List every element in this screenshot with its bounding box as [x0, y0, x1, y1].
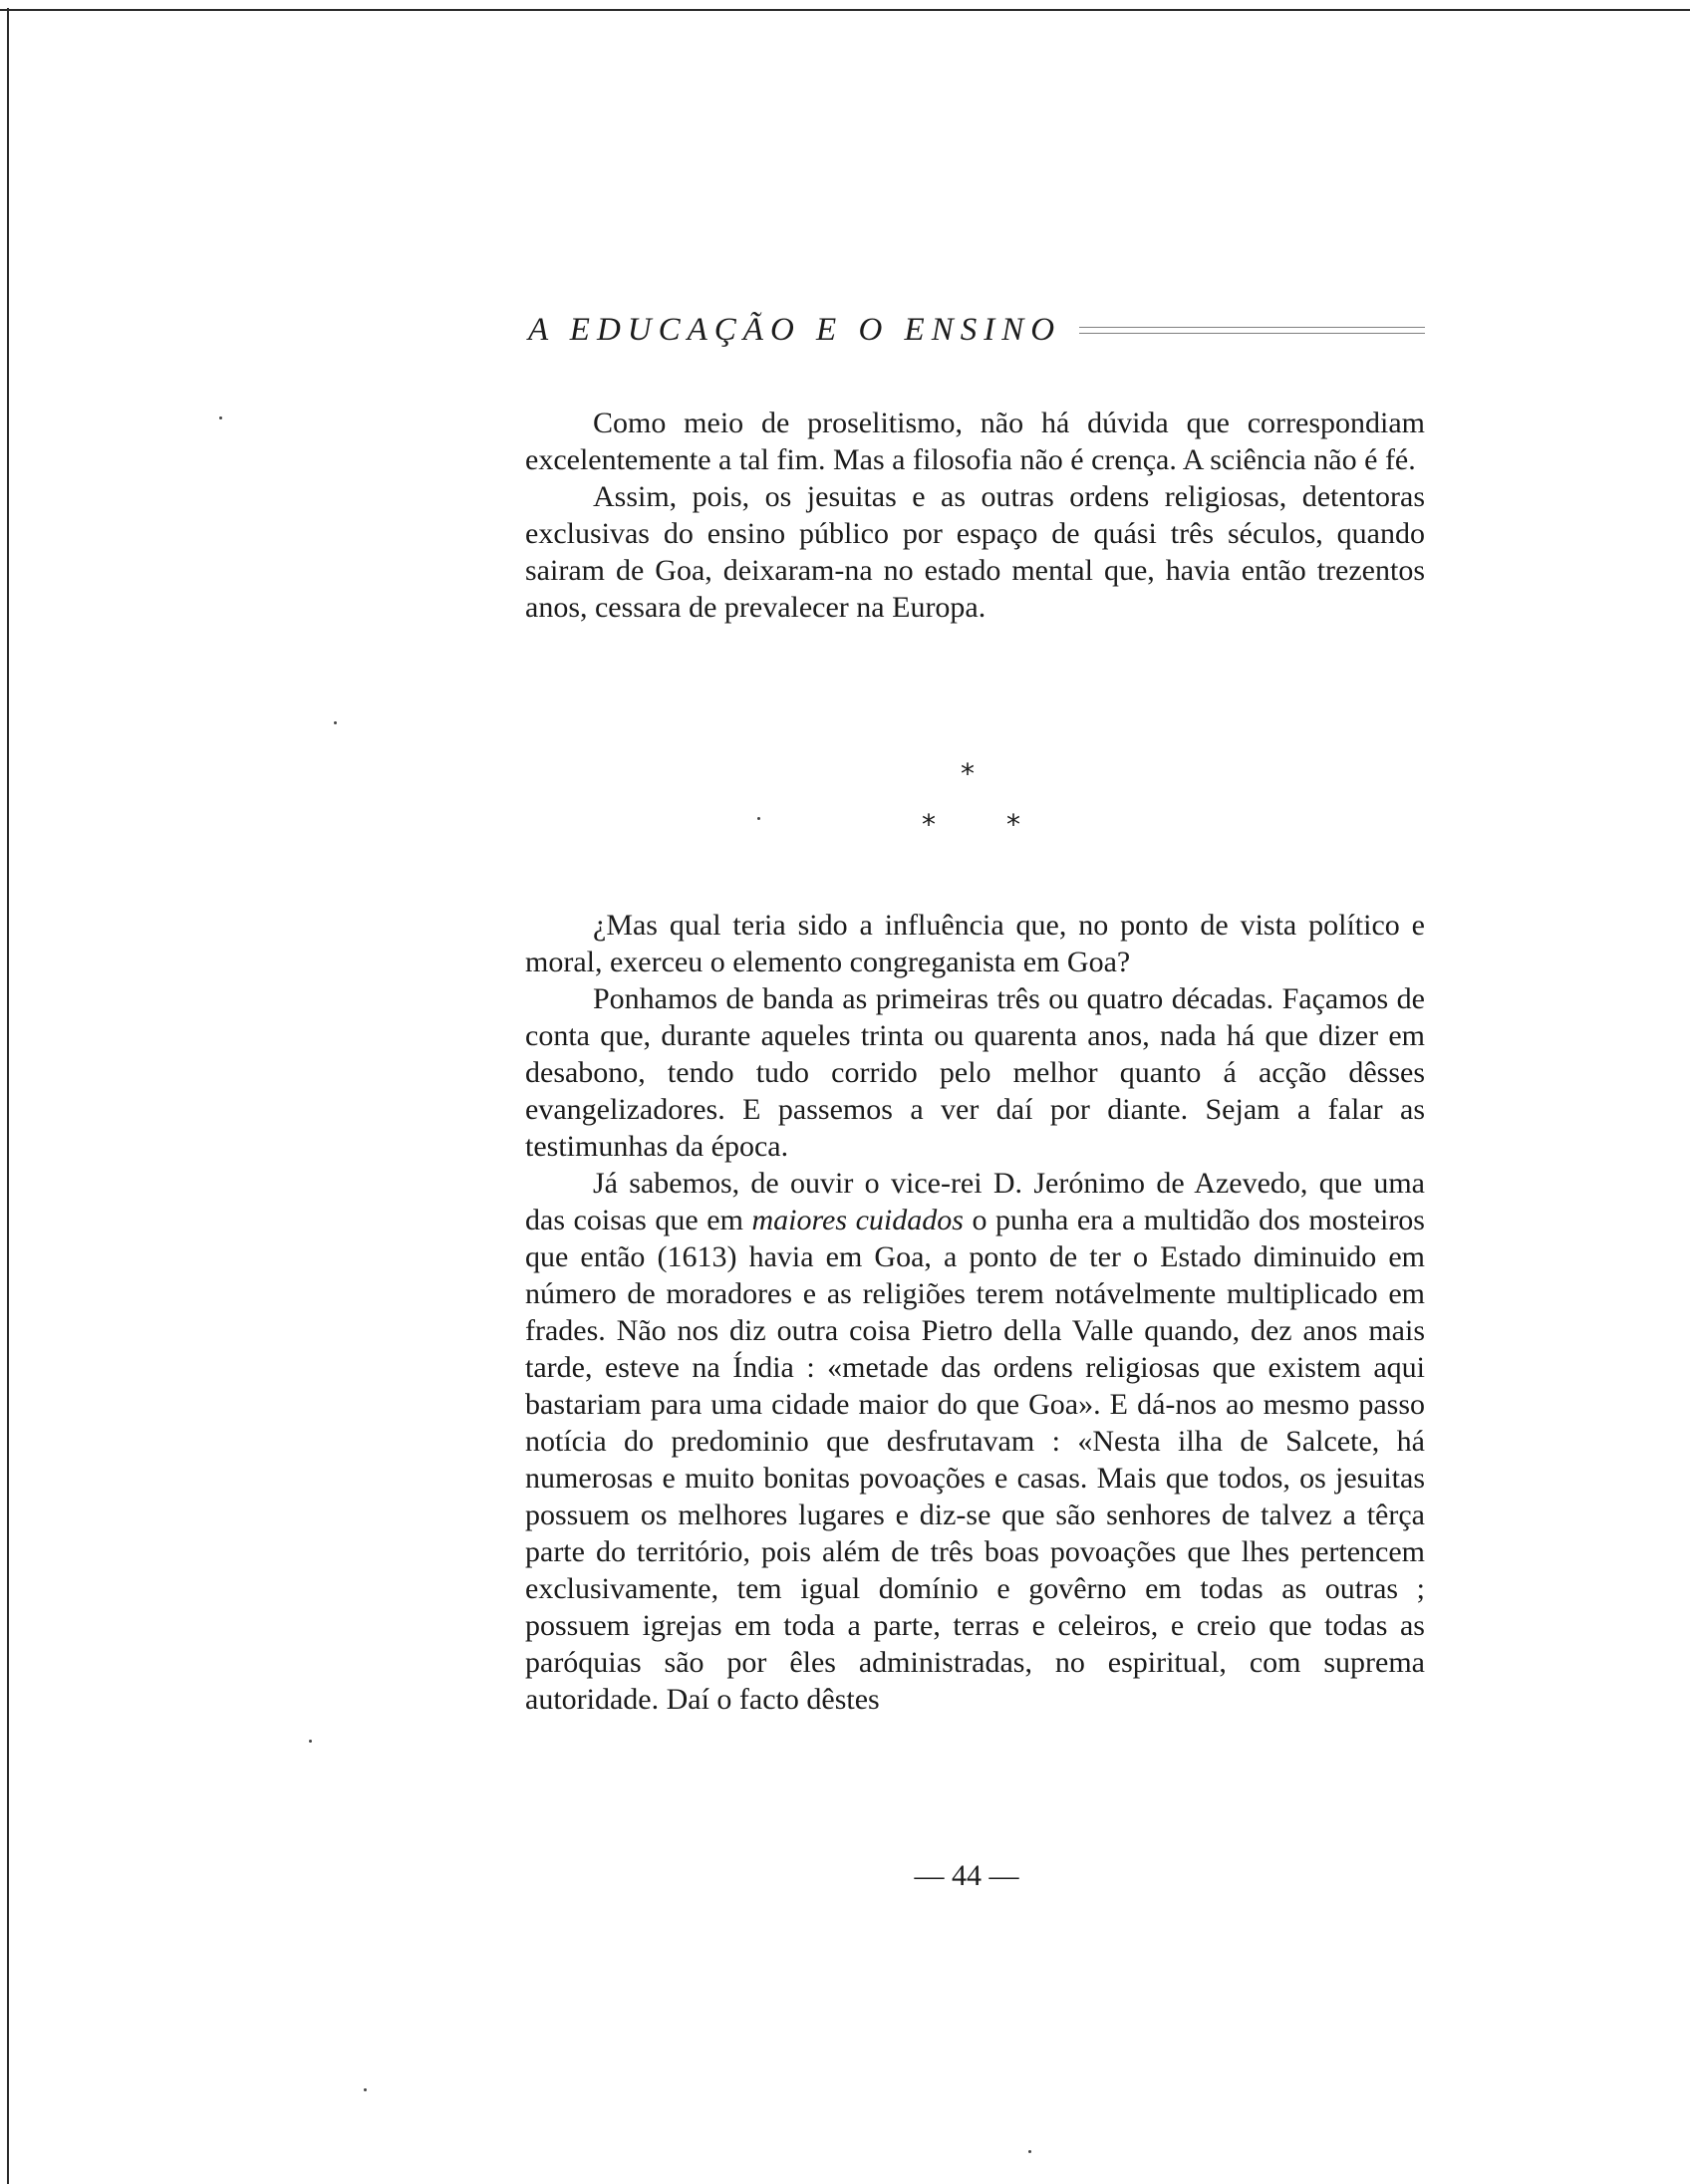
paragraph-text: o punha era a multidão dos mosteiros que então (1613) havia em Goa, a ponto de ter o Estado diminuido em número de moradores e as religiões terem notávelmente multiplicado em frades. Não nos diz outra coisa Pietro della Valle quando, dez anos mais tarde, esteve na Índia : «metade das ordens religiosas que existem aqui bastariam para uma cidade maior do que Goa». E dá-nos ao mesmo passo notícia do predominio que desfrutavam : «Nesta ilha de Salcete, há numerosas e muito bonitas povoações e casas. Mais que todos, os jesuitas possuem os melhores lugares e diz-se que são senhores de talvez a têrça parte do território, pois além de três boas povoações que lhes pertencem exclusivamente, tem igual domínio e govêrno em todas as outras ; possuem igrejas em toda a parte, terras e celeiros, e creio que todas as paróquias são por êles administradas, no espiritual, com suprema autoridade. Daí o facto dêstes: [525, 1204, 1425, 1716]
scan-speck: [334, 721, 337, 724]
paragraph: [525, 1165, 1425, 1718]
scan-speck: [219, 416, 222, 419]
paragraph: Ponhamos de banda as primeiras três ou quatro décadas. Façamos de conta que, durante aqueles trinta ou quarenta anos, nada há que dizer em desabono, tendo tudo corrido pelo melhor quanto á acção dêsses evangelizadores. E passemos a ver daí por diante. Sejam a falar as testimunhas da época.: [525, 982, 1425, 1163]
asterism-star: *: [961, 757, 975, 790]
paragraph: Como meio de proselitismo, não há dúvida que correspondiam excelentemente a tal fim. Mas a filosofia não é crença. A sciência não é fé.: [525, 407, 1425, 476]
scan-speck: [309, 1740, 312, 1743]
emphasis-text: maiores cuidados: [751, 1204, 964, 1236]
running-head-rule: [1079, 327, 1425, 334]
text-block-top: [525, 405, 1425, 626]
page-frame-top: [0, 0, 1690, 11]
asterism-star: *: [1006, 808, 1020, 841]
scan-speck: [757, 817, 760, 820]
paragraph-text: Já sabemos, de ouvir o vice-rei D. Jerónimo de Azevedo, que uma das coisas que em: [525, 1167, 1425, 1236]
page-number: — 44 —: [914, 1859, 1019, 1892]
asterism-star: *: [922, 808, 936, 841]
scan-speck: [1028, 2150, 1031, 2153]
running-head-title: A EDUCAÇÃO E O ENSINO: [528, 311, 1062, 348]
page-frame-left: [7, 8, 9, 2184]
running-head: [528, 305, 1425, 355]
paragraph: ¿Mas qual teria sido a influência que, no ponto de vista político e moral, exerceu o elemento congreganista em Goa?: [525, 909, 1425, 978]
scan-speck: [364, 2088, 367, 2091]
text-block-bottom: [525, 907, 1425, 1718]
paragraph: Assim, pois, os jesuitas e as outras ordens religiosas, detentoras exclusivas do ensino público por espaço de quási três séculos, quando sairam de Goa, deixaram-na no estado mental que, havia então trezentos anos, cessara de prevalecer na Europa.: [525, 480, 1425, 624]
